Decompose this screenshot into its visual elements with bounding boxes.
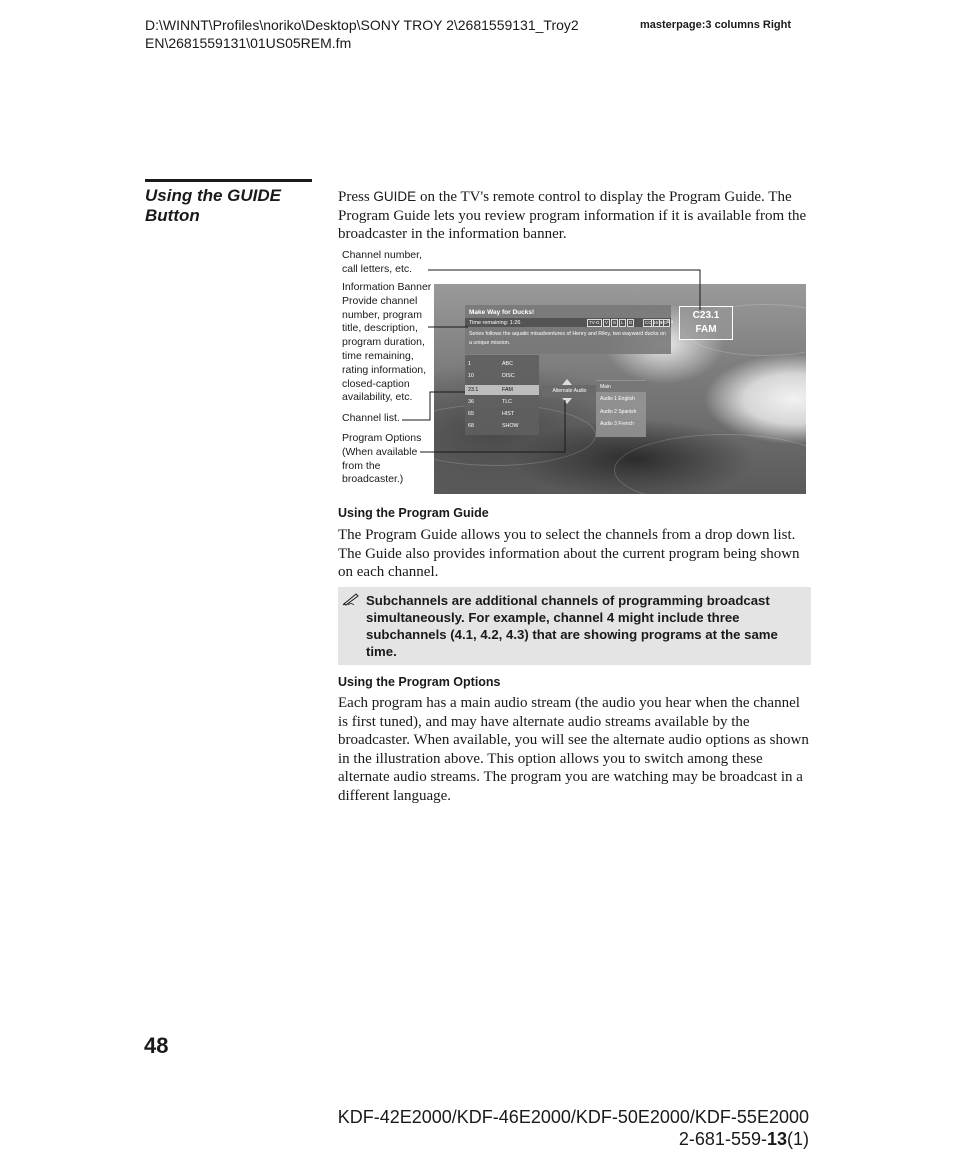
- tv-screen-illustration: [434, 284, 806, 494]
- audio-option-label: Audio 3 French: [600, 421, 634, 427]
- part-code-prefix: 2-681-559-: [678, 1129, 767, 1149]
- channel-list-row[interactable]: [465, 371, 539, 381]
- note-text: Subchannels are additional channels of programming broadcast simultaneously. For example, channel 4 might include three subchannels (4.1, 4.2, 4.3) that are showing programs at the same time.: [366, 593, 778, 659]
- program-description: Series follows the aquatic misadventures of Henry and Riley, two wayward ducks on a unique mission.: [469, 331, 666, 346]
- intro-paragraph: [338, 188, 812, 244]
- channel-list-number: 65: [468, 411, 474, 417]
- audio-option-label: Main: [600, 384, 611, 390]
- file-path-line-2: EN\2681559131\01US05REM.fm: [145, 35, 352, 51]
- channel-list-number: 68: [468, 423, 474, 429]
- page-number: 48: [144, 1033, 169, 1058]
- audio-option-label: Audio 1 English: [600, 396, 635, 402]
- channel-list-row[interactable]: [465, 359, 539, 369]
- banner-status-strip: [465, 318, 674, 327]
- pencil-note-icon: [342, 592, 360, 606]
- section-title-line-1: Using the GUIDE: [145, 186, 282, 205]
- part-code-bold: 13: [766, 1129, 787, 1149]
- section-title-line-2: Button: [145, 206, 200, 225]
- channel-list-call: TLC: [502, 399, 513, 405]
- hd-icon: HD: [661, 320, 668, 325]
- note-box: [338, 587, 811, 665]
- arrow-down-icon: [562, 398, 572, 404]
- callout-channel-number: Channel number, call letters, etc.: [342, 249, 422, 275]
- channel-list-call: DISC: [502, 373, 515, 379]
- channel-call-letters: FAM: [695, 324, 717, 335]
- audio-option-selected[interactable]: [596, 381, 646, 392]
- guide-heading: Using the Program Guide: [338, 506, 489, 520]
- channel-list-number: 23.1: [468, 387, 479, 393]
- audio-options-list: [596, 380, 646, 437]
- intro-rest: on the TV's remote control to display the Program Guide. The Program Guide lets you review program information if it is available from the broadcaster in the information banner.: [338, 189, 807, 242]
- section-title: [145, 186, 315, 226]
- channel-list-call: HIST: [502, 411, 515, 417]
- intro-press: Press: [338, 189, 374, 205]
- channel-list-row-selected[interactable]: [465, 385, 539, 395]
- part-code: [338, 1128, 809, 1150]
- channel-list-call: FAM: [502, 387, 513, 393]
- callout-program-options: Program Options (When available from the broadcaster.): [342, 432, 422, 486]
- file-path-header: [145, 16, 605, 52]
- file-path-line-1: D:\WINNT\Profiles\noriko\Desktop\SONY TROY 2\2681559131_Troy2: [145, 17, 579, 33]
- water-ripple: [614, 434, 836, 506]
- masterpage-label: masterpage:3 columns Right: [640, 19, 791, 31]
- channel-list-call: SHOW: [502, 423, 519, 429]
- audio-format-icon: 5.1: [667, 319, 674, 324]
- alternate-audio-button[interactable]: Alternate Audio: [542, 385, 597, 397]
- channel-list-row[interactable]: [465, 409, 539, 419]
- time-remaining: Time remaining: 1:26: [469, 319, 521, 326]
- channel-list-row[interactable]: [465, 421, 539, 431]
- rating-badge: V: [605, 320, 609, 325]
- part-code-suffix: (1): [787, 1129, 809, 1149]
- information-banner: [465, 305, 674, 354]
- callout-information-banner: Information Banner Provide channel number, program title, description, program duration, time remaining, rating information, closed-caption availability, etc.: [342, 281, 432, 404]
- audio-option[interactable]: [596, 418, 646, 429]
- callout-channel-list: Channel list.: [342, 412, 400, 424]
- audio-option-label: Audio 2 Spanish: [600, 409, 637, 415]
- guide-paragraph: The Program Guide allows you to select the channels from a drop down list. The Guide also provides information about the current program being shown on each channel.: [338, 527, 800, 580]
- channel-list-row[interactable]: [465, 397, 539, 407]
- options-paragraph: Each program has a main audio stream (the audio you hear when the channel is first tuned), and may have alternate audio streams available by the broadcaster. When available, you will see the alternate audio options as shown in the illustration above. This option allows you to switch among these alternate audio streams. The program you are watching may be broadcast in a different language.: [338, 695, 809, 804]
- options-heading: Using the Program Options: [338, 675, 501, 689]
- rating-badge: S: [613, 320, 617, 325]
- channel-list-number: 10: [468, 373, 474, 379]
- rating-badge: L: [621, 320, 624, 325]
- model-numbers: KDF-42E2000/KDF-46E2000/KDF-50E2000/KDF-55E2000: [337, 1107, 809, 1127]
- rating-badge: TV-G: [589, 320, 600, 325]
- channel-list-number: 36: [468, 399, 474, 405]
- channel-number-box: [679, 306, 733, 340]
- channel-list: [465, 355, 539, 435]
- model-footer: [338, 1106, 809, 1150]
- channel-list-number: 1: [468, 361, 471, 367]
- channel-number: C23.1: [692, 310, 720, 321]
- audio-option[interactable]: [596, 393, 646, 404]
- rating-badge: D: [629, 320, 633, 325]
- guide-key-label: GUIDE: [373, 189, 417, 204]
- caption-icon: CC: [645, 320, 652, 325]
- audio-option[interactable]: [596, 406, 646, 417]
- section-rule: [145, 179, 312, 182]
- aspect-icon: 16:9: [653, 320, 662, 325]
- channel-list-call: ABC: [502, 361, 513, 367]
- program-title: Make Way for Ducks!: [469, 309, 535, 316]
